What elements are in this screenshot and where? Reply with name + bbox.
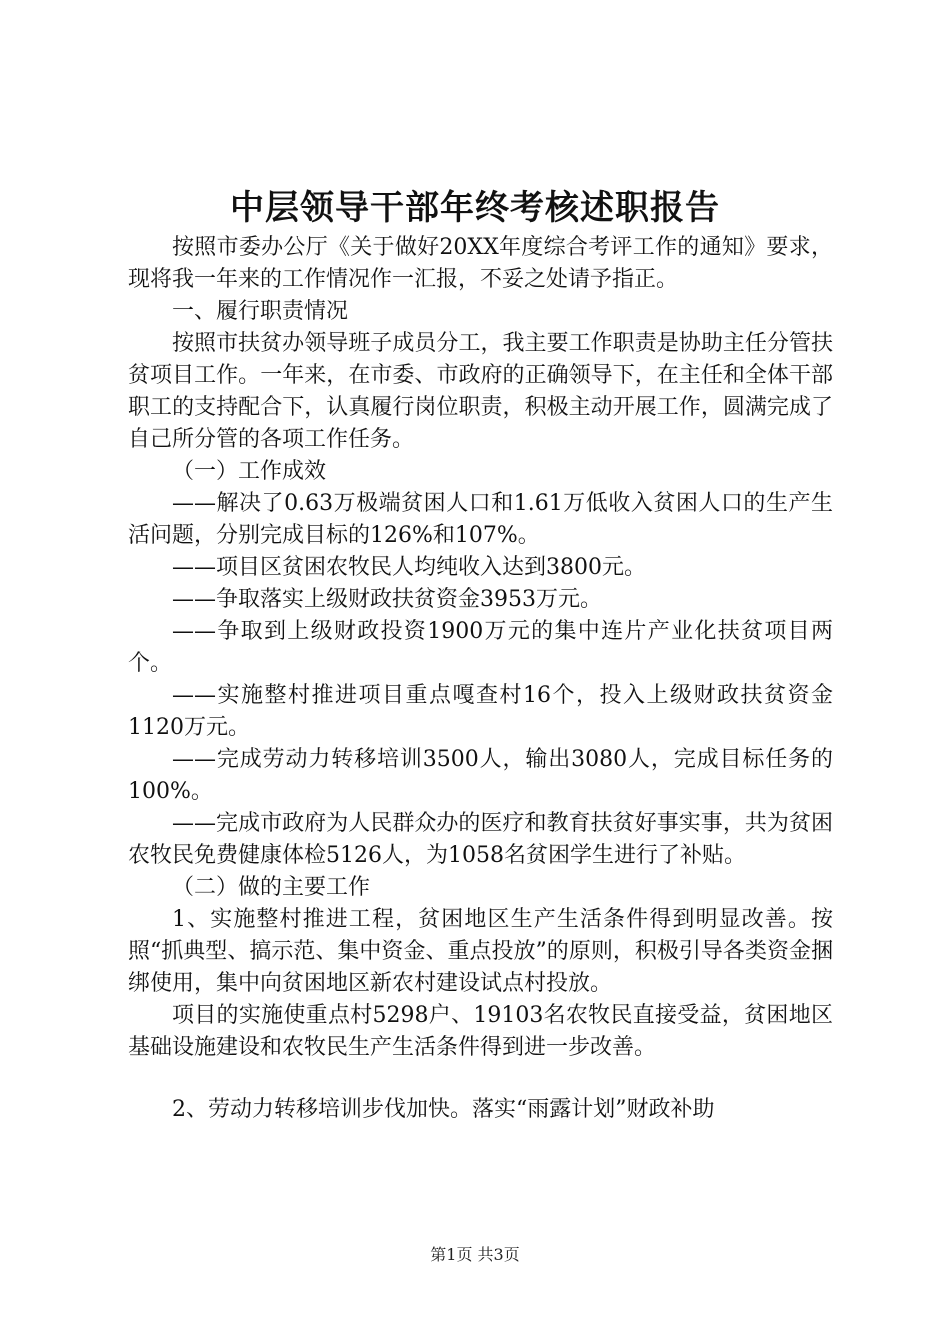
result-item: ——完成市政府为人民群众办的医疗和教育扶贫好事实事，共为贫困农牧民免费健康体检5126人，为1058名贫困学生进行了补贴。 [128, 811, 833, 868]
body-paragraph: 按照市扶贫办领导班子成员分工，我主要工作职责是协助主任分管扶贫项目工作。一年来，在市委、市政府的正确领导下，在主任和全体干部职工的支持配合下，认真履行岗位职责，积极主动开展工作，圆满完成了自己所分管的各项工作任务。 [128, 331, 833, 452]
subsection-heading: （二）做的主要工作 [172, 875, 371, 900]
body-paragraph: 2、劳动力转移培训步伐加快。落实“雨露计划”财政补助 [172, 1097, 715, 1122]
page-number: 第1页 共3页 [430, 1245, 520, 1264]
document-body [128, 232, 833, 1126]
intro-paragraph: 按照市委办公厅《关于做好20XX年度综合考评工作的通知》要求，现将我一年来的工作情况作一汇报，不妥之处请予指正。 [128, 235, 833, 292]
result-item: ——解决了0.63万极端贫困人口和1.61万低收入贫困人口的生产生活问题，分别完成目标的126%和107%。 [128, 491, 833, 548]
result-item: ——争取到上级财政投资1900万元的集中连片产业化扶贫项目两个。 [128, 619, 833, 676]
result-item: ——完成劳动力转移培训3500人，输出3080人，完成目标任务的100%。 [128, 747, 833, 804]
paragraph-gap [128, 1064, 833, 1094]
body-paragraph: 项目的实施使重点村5298户、19103名农牧民直接受益，贫困地区基础设施建设和农牧民生产生活条件得到进一步改善。 [128, 1003, 833, 1060]
subsection-heading: （一）工作成效 [172, 459, 327, 484]
result-item: ——项目区贫困农牧民人均纯收入达到3800元。 [172, 555, 646, 580]
body-paragraph: 1、实施整村推进工程，贫困地区生产生活条件得到明显改善。按照“抓典型、搞示范、集中资金、重点投放”的原则，积极引导各类资金捆绑使用，集中向贫困地区新农村建设试点村投放。 [128, 907, 833, 996]
result-item: ——实施整村推进项目重点嘎查村16个，投入上级财政扶贫资金1120万元。 [128, 683, 833, 740]
result-item: ——争取落实上级财政扶贫资金3953万元。 [172, 587, 602, 612]
document-title: 中层领导干部年终考核述职报告 [230, 188, 720, 228]
section-heading: 一、履行职责情况 [172, 299, 349, 324]
